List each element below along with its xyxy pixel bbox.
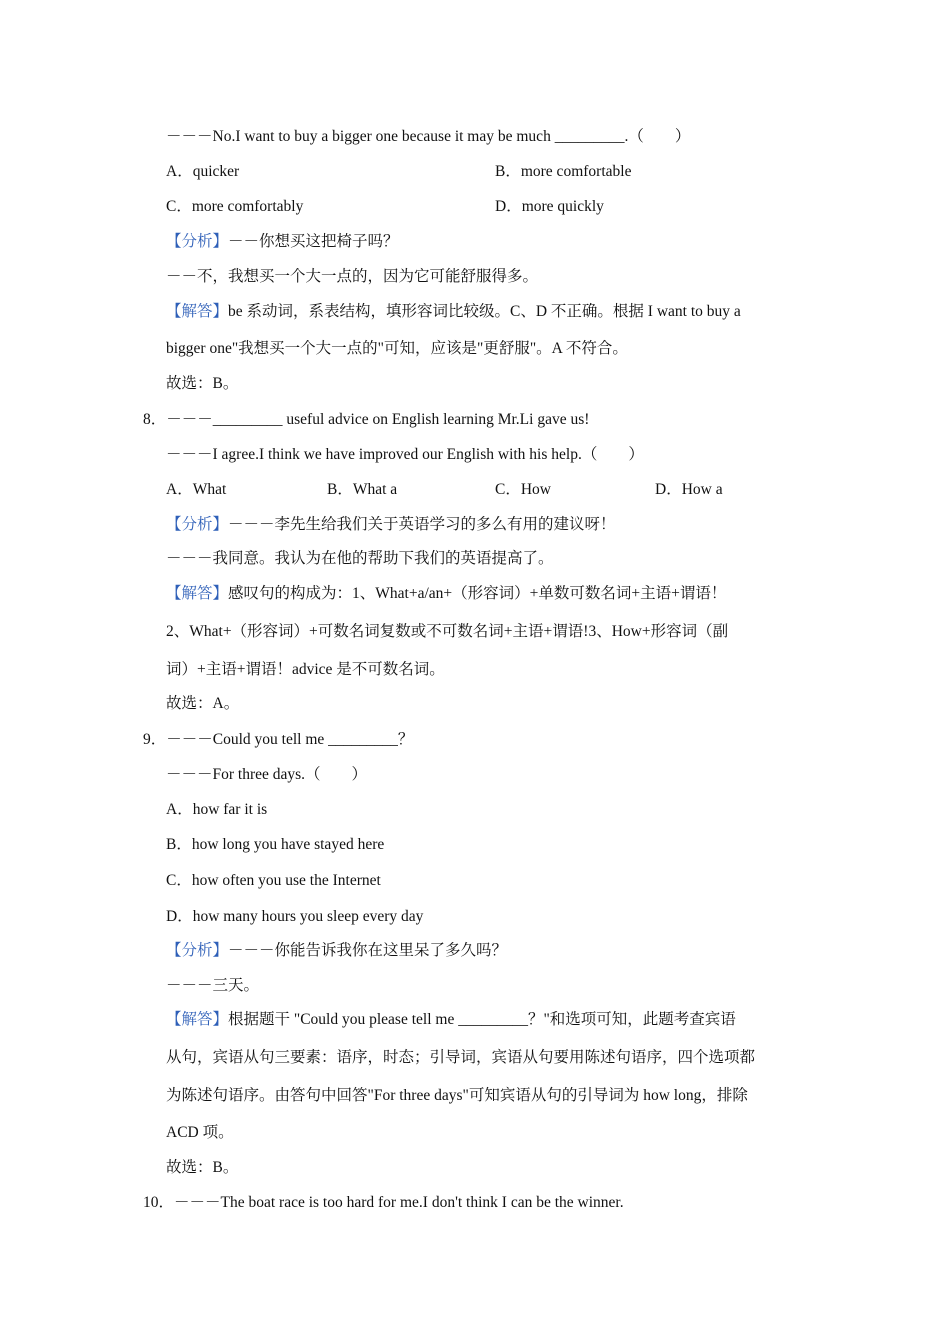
q8-stem-2: －－－I agree.I think we have improved our English with his help.（ ） <box>166 446 644 463</box>
q9-stem-2: －－－For three days.（ ） <box>166 766 368 783</box>
q7-analysis-text-1: －－你想买这把椅子吗？ <box>228 233 399 250</box>
q8-answer-1 <box>166 584 726 604</box>
answer-tag: 【解答】 <box>166 585 229 602</box>
q10-stem-1: 10．－－－The boat race is too hard for me.I don't think I can be the winner. <box>143 1194 624 1211</box>
q7-analysis-2: －－不，我想买一个大一点的，因为它可能舒服得多。 <box>166 268 539 285</box>
q7-analysis-1 <box>166 232 399 252</box>
q7-option-a: A．quicker <box>166 163 240 180</box>
q7-option-c: C．more comfortably <box>166 198 304 215</box>
q8-analysis-1 <box>166 515 616 535</box>
q9-answer-2: 从句，宾语从句三要素：语序，时态；引导词，宾语从句要用陈述句语序，四个选项都 <box>166 1049 756 1066</box>
q9-option-d: D．how many hours you sleep every day <box>166 908 424 925</box>
q9-analysis-text-1: －－－你能告诉我你在这里呆了多久吗？ <box>228 942 508 959</box>
q8-analysis-2: －－－我同意。我认为在他的帮助下我们的英语提高了。 <box>166 550 554 567</box>
q9-stem-1: 9．－－－Could you tell me _________？ <box>143 731 414 748</box>
q8-option-a: A．What <box>166 481 227 498</box>
q9-analysis-1 <box>166 941 507 961</box>
q9-answer-text-1: 根据题干 "Could you please tell me _________？"和选项可知，此题考查宾语 <box>228 1011 736 1028</box>
q8-answer-3: 词）+主语+谓语！advice 是不可数名词。 <box>166 661 445 678</box>
analysis-tag: 【分析】 <box>166 233 229 250</box>
q9-analysis-2: －－－三天。 <box>166 977 260 994</box>
q9-answer-1 <box>166 1010 736 1030</box>
q9-option-b: B．how long you have stayed here <box>166 836 385 853</box>
analysis-tag: 【分析】 <box>166 516 229 533</box>
q7-stem-line: －－－No.I want to buy a bigger one because it may be much _________.（ ） <box>166 128 691 145</box>
q9-answer-3: 为陈述句语序。由答句中回答"For three days"可知宾语从句的引导词为 how long，排除 <box>166 1087 748 1104</box>
q8-choice: 故选：A。 <box>166 695 240 712</box>
q8-option-b: B．What a <box>327 481 398 498</box>
answer-tag: 【解答】 <box>166 1011 229 1028</box>
q9-option-c: C．how often you use the Internet <box>166 872 381 889</box>
q8-stem-1: 8．－－－_________ useful advice on English learning Mr.Li gave us! <box>143 411 590 428</box>
answer-tag: 【解答】 <box>166 303 229 320</box>
q8-answer-text-1: 感叹句的构成为：1、What+a/an+（形容词）+单数可数名词+主语+谓语！ <box>228 585 727 602</box>
q9-answer-4: ACD 项。 <box>166 1124 234 1141</box>
q7-option-d: D．more quickly <box>495 198 604 215</box>
q7-answer-2: bigger one"我想买一个大一点的"可知，应该是"更舒服"。A 不符合。 <box>166 340 628 357</box>
q7-answer-text-1: be 系动词，系表结构，填形容词比较级。C、D 不正确。根据 I want to buy a <box>228 303 741 320</box>
q9-choice: 故选：B。 <box>166 1159 239 1176</box>
q7-answer-1 <box>166 302 741 322</box>
q7-option-b: B．more comfortable <box>495 163 632 180</box>
q7-choice: 故选：B。 <box>166 375 239 392</box>
analysis-tag: 【分析】 <box>166 942 229 959</box>
q8-option-c: C．How <box>495 481 551 498</box>
q8-answer-2: 2、What+（形容词）+可数名词复数或不可数名词+主语+谓语!3、How+形容词（副 <box>166 623 729 640</box>
q8-option-d: D．How a <box>655 481 723 498</box>
q9-option-a: A．how far it is <box>166 801 268 818</box>
q8-analysis-text-1: －－－李先生给我们关于英语学习的多么有用的建议呀！ <box>228 516 616 533</box>
